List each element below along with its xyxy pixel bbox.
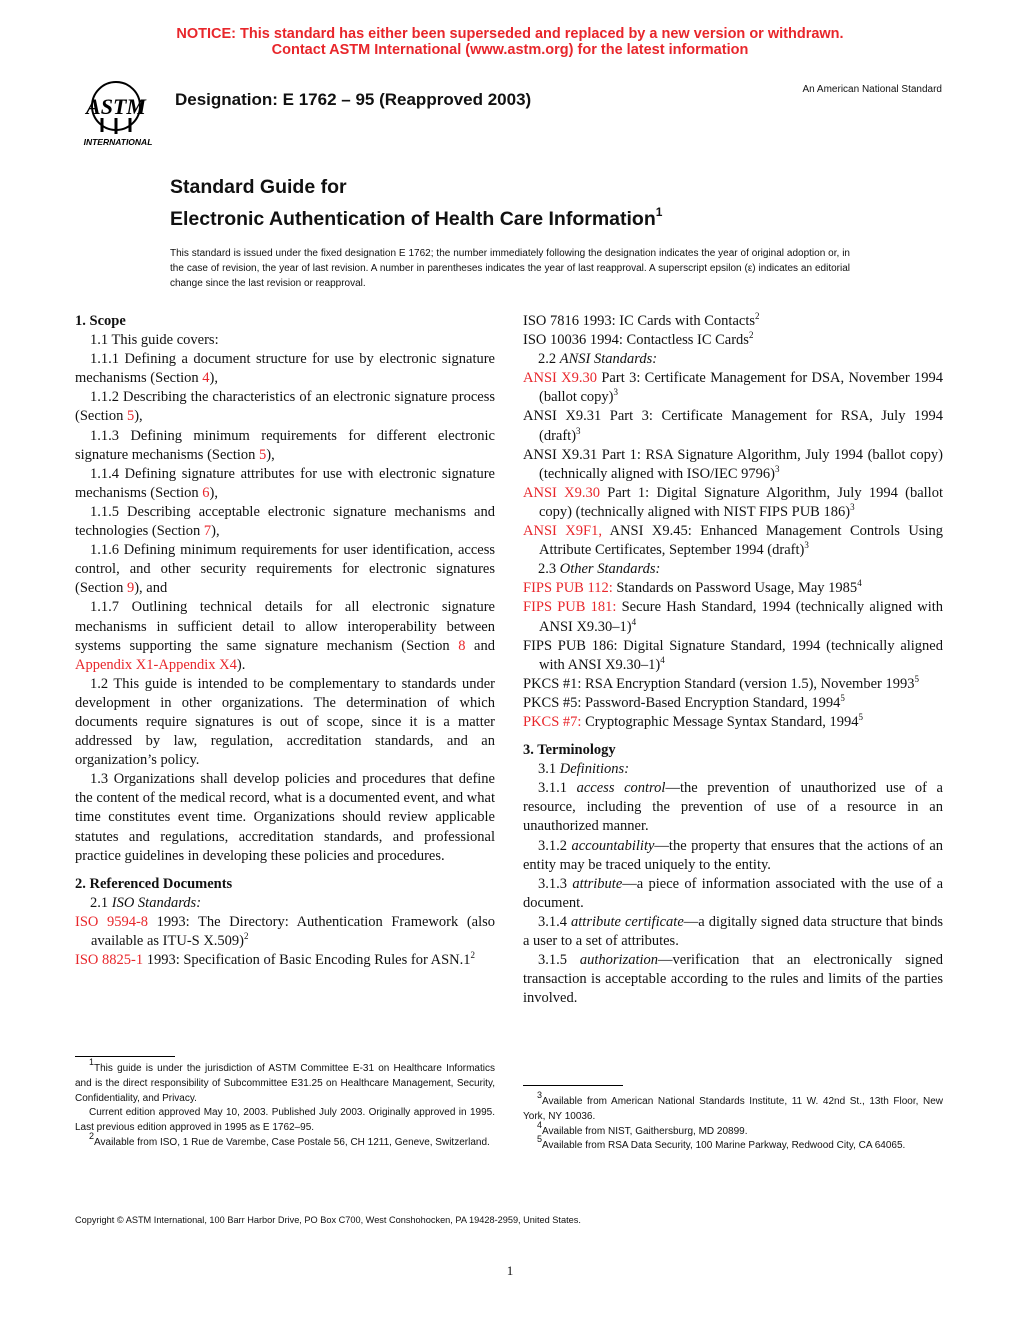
para-2-2: 2.2 ANSI Standards: [538,351,658,368]
link-section-5[interactable]: 5 [126,408,135,425]
def-authorization: 3.1.5 authorization—verification that an electronically signed transaction is acceptable according to the rules and limits of the parties involved. [523,952,944,1007]
title-main: Electronic Authentication of Health Care Information [170,208,656,230]
ref-ansi-x9-31-p1: ANSI X9.31 Part 1: RSA Signature Algorithm, July 1994 (ballot copy) (technically aligned with ISO/IEC 9796)$^3$ [523,446,943,482]
document-title [170,175,662,232]
ref-ansi-x9f1: ANSI X9F1, ANSI X9.45: Enhanced Management Controls Using Attribute Certificates, September 1994 (draft)$^3$ [523,523,943,559]
title-line-2 [170,200,662,232]
title-line-1: Standard Guide for [170,176,347,198]
link-section-5b[interactable]: 5 [259,446,267,463]
designation: Designation: E 1762 – 95 (Reapproved 2003) [175,90,532,109]
footnote-3: $^3$Available from American National Standards Institute, 11 W. 42nd St., 13th Floor, New York, NY 10036. [523,1090,943,1122]
para-1-2: 1.2 This guide is intended to be complementary to standards under development in other organizations. The determination of which documents require signatures is out of scope, since it is a matter addressed by law, regulation, accreditation standards, and an organization’s policy. [75,675,495,769]
footnote-1b: Current edition approved May 10, 2003. Published July 2003. Originally approved in 1995. Last previous edition approved in 1995 as E 1762–95. [75,1107,495,1134]
para-1-3: 1.3 Organizations shall develop policies and procedures that define the content of the medical record, what is a documented event, and what time constitutes event time. Organizations should review applicable statutes and regulations, accreditation standards, and professional practice guidelines in developing these policies and procedures. [75,771,495,864]
right-column [523,312,943,1008]
footnotes-left [75,1057,495,1151]
para-2-3: 2.3 Other Standards: [538,561,661,578]
ref-ansi-x9-30-p1: ANSI X9.30 Part 1: Digital Signature Algorithm, July 1994 (ballot copy) (technically aligned with NIST FIPS PUB 186)$^3$ [523,484,943,520]
link-section-8[interactable]: 8 [458,637,466,654]
ref-iso-10036: ISO 10036 1994: Contactless IC Cards$^2$ [523,330,754,349]
title-footnote-mark: 1 [655,205,663,219]
section-1-heading: 1. Scope [75,313,126,329]
para-1-1: 1.1 This guide covers: [90,332,219,349]
footnote-1: $^1$This guide is under the jurisdiction of ASTM Committee E-31 on Healthcare Informatics and is the direct responsibility of Subcommittee E31.25 on Healthcare Management, Security, Confidentiality, and Privacy. [75,1057,495,1104]
para-1-1-2: 1.1.2 Describing the characteristics of an electronic signature process (Section 5), [75,389,495,425]
def-access-control: 3.1.1 access control—the prevention of unauthorized use of a resource, including the prevention of use of a resource in an unauthorized manner. [523,780,943,835]
def-accountability: 3.1.2 accountability—the property that ensures that the actions of an entity may be traced uniquely to the entity. [523,837,944,873]
footnotes-right [523,1090,943,1154]
footnote-rule-right [523,1085,623,1086]
issuance-statement: This standard is issued under the fixed designation E 1762; the number immediately following the designation indicates the year of original adoption or, in the case of revision, the year of last revision. A number in parentheses indicates the year of last reapproval. A superscript epsilon (ε) indicates an editorial change since the last revision or reapproval. [170,248,850,289]
para-1-1-3: 1.1.3 Defining minimum requirements for different electronic signature mechanisms (Section 5), [75,427,495,463]
link-pkcs-7[interactable]: PKCS #7: [523,713,582,730]
ref-ansi-x9-30-p3: ANSI X9.30 Part 3: Certificate Management for DSA, November 1994 (ballot copy)$^3$ [523,370,943,406]
page-number: 1 [506,1263,514,1278]
link-ansi-x9f1[interactable]: ANSI X9F1, [523,523,602,540]
logo-international: INTERNATIONAL [83,137,153,147]
logo-letters: ASTM [86,94,146,119]
link-iso-9594-8[interactable]: ISO 9594-8 [75,913,149,930]
ref-pkcs-5: PKCS #5: Password-Based Encryption Standard, 1994$^5$ [523,692,845,711]
link-section-7[interactable]: 7 [203,523,212,540]
link-appendix[interactable]: Appendix X1-Appendix X4 [75,656,237,673]
ref-iso-7816: ISO 7816 1993: IC Cards with Contacts$^2$ [523,311,760,329]
copyright-line: Copyright © ASTM International, 100 Barr Harbor Drive, PO Box C700, West Conshohocken, PA 19428-2959, United States. [75,1215,581,1225]
notice-line-1: NOTICE: This standard has either been superseded and replaced by a new version or withdrawn. [176,26,844,42]
left-column [75,312,495,970]
supersession-notice [0,26,1020,58]
para-1-1-1: 1.1.1 Defining a document structure for use by electronic signature mechanisms (Section 4), [75,351,495,387]
ref-pkcs-1: PKCS #1: RSA Encryption Standard (version 1.5), November 1993$^5$ [523,673,919,692]
astm-international-logo [76,76,160,148]
footnote-2: $^2$Available from ISO, 1 Rue de Varembe, Case Postale 56, CH 1211, Geneve, Switzerland. [89,1130,490,1148]
para-3-1: 3.1 Definitions: [538,761,630,778]
ref-fips-112: FIPS PUB 112: Standards on Password Usage, May 1985$^4$ [523,578,862,597]
link-section-6[interactable]: 6 [202,484,210,501]
footnote-5: $^5$Available from RSA Data Security, 100 Marine Parkway, Redwood City, CA 64065. [537,1134,906,1152]
ref-iso-9594-8: ISO 9594-8 1993: The Directory: Authentication Framework (also available as ITU-S X.509)$^2$ [75,913,496,949]
ref-pkcs-7: PKCS #7: Cryptographic Message Syntax Standard, 1994$^5$ [523,711,864,730]
link-ansi-x9-30[interactable]: ANSI X9.30 [523,370,598,387]
ref-fips-181: FIPS PUB 181: Secure Hash Standard, 1994 (technically aligned with ANSI X9.30–1)$^4$ [523,599,944,635]
ref-ansi-x9-31-p3: ANSI X9.31 Part 3: Certificate Management for RSA, July 1994 (draft)$^3$ [523,408,943,444]
para-1-1-7: 1.1.7 Outlining technical details for all electronic signature mechanisms in sufficient detail to allow interoperability between systems supporting the same signature mechanism (Section 8 and Appendix X1-Appendix X4). [75,599,495,673]
ref-iso-8825-1: ISO 8825-1 1993: Specification of Basic Encoding Rules for $ASN.1^2$ [75,950,475,969]
link-section-4[interactable]: 4 [202,370,210,387]
def-attribute: 3.1.3 attribute—a piece of information associated with the use of a document. [523,875,944,911]
ref-fips-186: FIPS PUB 186: Digital Signature Standard, 1994 (technically aligned with ANSI X9.30–1)$^4$ [523,637,943,673]
link-iso-8825-1[interactable]: ISO 8825-1 [75,952,144,969]
footnote-4: $^4$Available from NIST, Gaithersburg, MD 20899. [537,1119,748,1137]
link-fips-181[interactable]: FIPS PUB 181: [523,599,617,616]
american-national-standard: An American National Standard [802,84,942,95]
para-1-1-6: 1.1.6 Defining minimum requirements for user identification, access control, and other security requirements for electronic signatures (Section 9), and [75,542,495,597]
notice-line-2: Contact ASTM International (www.astm.org) for the latest information [271,42,749,58]
link-ansi-x9-30-p1[interactable]: ANSI X9.30 [523,484,600,501]
para-1-1-4: 1.1.4 Defining signature attributes for use with electronic signature mechanisms (Section 6), [75,465,495,501]
para-2-1: 2.1 ISO Standards: [90,894,202,911]
link-section-9[interactable]: 9 [126,580,135,597]
section-2-heading: 2. Referenced Documents [75,875,233,892]
para-1-1-5: 1.1.5 Describing acceptable electronic signature mechanisms and technologies (Section 7), [75,503,495,540]
section-3-heading: 3. Terminology [523,742,616,759]
def-attribute-certificate: 3.1.4 attribute certificate—a digitally signed data structure that binds a user to a set of attributes. [523,913,943,949]
link-fips-112[interactable]: FIPS PUB 112: [523,580,613,597]
